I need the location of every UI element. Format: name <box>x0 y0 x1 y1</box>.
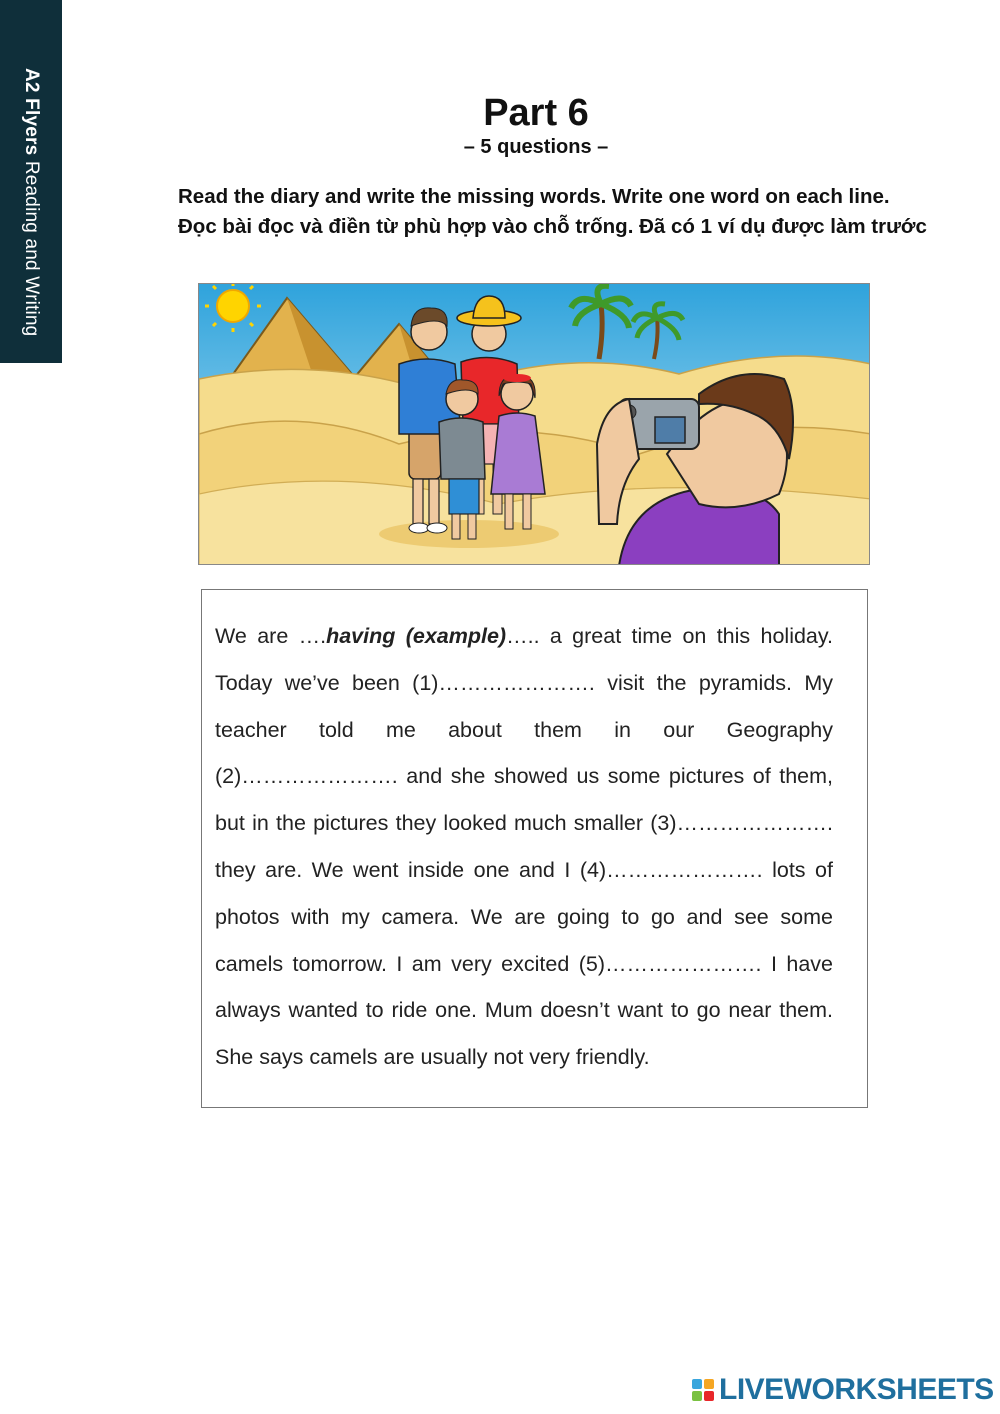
side-tab <box>0 0 62 363</box>
passage-body: ….. a great time on this holiday. Today we’ve been (1)…………………. visit the pyramids. My teacher told me about them in our Geography (2)…………………. and she showed us some pictures of them, but in the pictures they looked much smaller (3)…………………. they are. We went inside one and I (4)…………………. lots of photos with my camera. We are going to go and see some camels tomorrow. I am very excited (5)…………………. I have always wanted to ride one. Mum doesn’t want to go near them. She says camels are usually not very friendly. <box>215 624 834 1070</box>
logo-text: LIVEWORKSHEETS <box>719 1373 994 1406</box>
desert-family-illustration <box>198 283 870 565</box>
side-tab-section: Reading and Writing <box>21 160 42 337</box>
diary-passage <box>201 589 868 1108</box>
page-title: Part 6 <box>483 92 589 134</box>
instructions-vietnamese: Đọc bài đọc và điền từ phù hợp vào chỗ trống. Đã có 1 ví dụ được làm trước <box>178 215 927 238</box>
illustration-svg <box>199 284 870 565</box>
instructions-english: Read the diary and write the missing words. Write one word on each line. <box>178 185 890 208</box>
instructions <box>178 182 927 242</box>
passage-example: having (example) <box>326 624 507 648</box>
passage-text <box>215 613 833 1081</box>
logo-mark-icon <box>692 1379 714 1401</box>
side-tab-level: A2 Flyers <box>21 68 42 156</box>
passage-intro: We are …. <box>215 624 327 648</box>
page-subtitle: – 5 questions – <box>463 136 609 158</box>
liveworksheets-logo <box>692 1372 994 1408</box>
